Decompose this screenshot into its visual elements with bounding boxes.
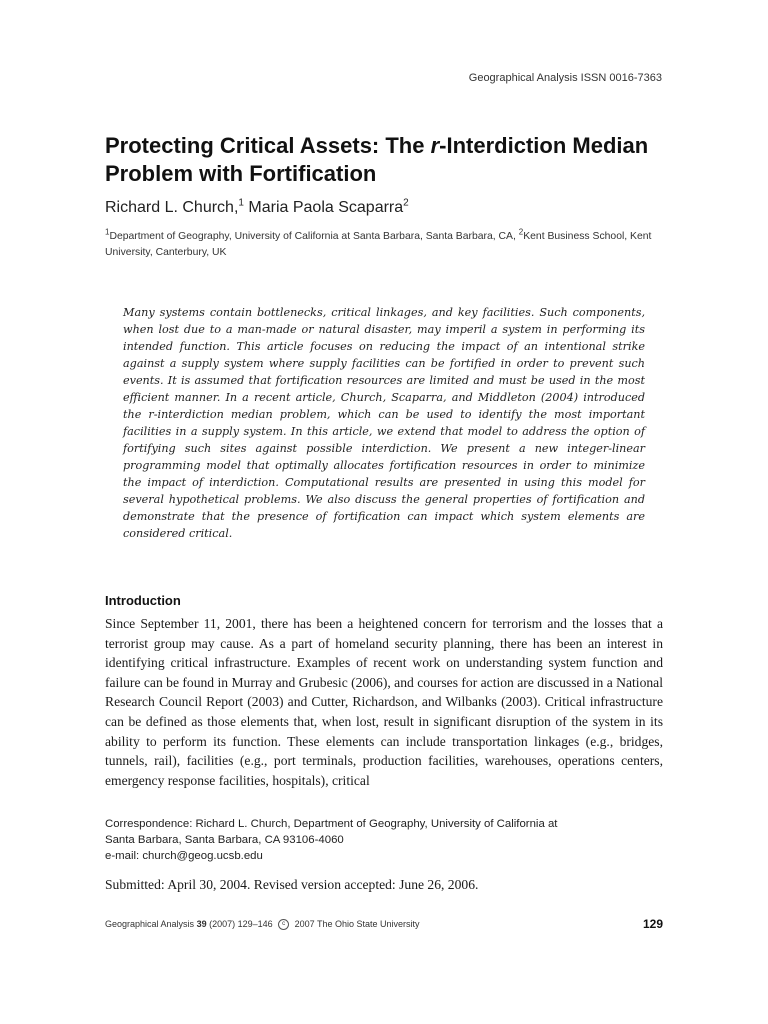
author-1: Richard L. Church, (105, 199, 239, 216)
title-part1: Protecting Critical Assets: The (105, 133, 431, 158)
affiliations (105, 229, 665, 261)
affiliation-1-mark: 1 (105, 227, 110, 237)
footer-journal: Geographical Analysis (105, 919, 197, 929)
affiliation-2-mark: 2 (518, 227, 524, 237)
affiliation-1: Department of Geography, University of California at Santa Barbara, Santa Barbara, CA, (109, 231, 519, 242)
author-2-affiliation-mark: 2 (403, 197, 409, 209)
affiliation-2: Kent Business School, Kent University, Canterbury, UK (105, 231, 652, 258)
page-footer (105, 919, 663, 930)
author-list (105, 199, 409, 217)
running-head: Geographical Analysis ISSN 0016-7363 (468, 72, 662, 84)
article-title (105, 132, 685, 188)
title-italic-r: r (430, 133, 440, 158)
footer-citation (105, 919, 420, 929)
author-2: Maria Paola Scaparra (243, 199, 404, 216)
submission-dates: Submitted: April 30, 2004. Revised version accepted: June 26, 2006. (105, 877, 479, 892)
section-heading-introduction: Introduction (105, 593, 181, 608)
abstract: Many systems contain bottlenecks, critical linkages, and key facilities. Such components, when lost due to a man-made or natural disaster, may imperil a system in performing its intended function. This article focuses on reducing the impact of an intentional strike against a supply system where supply facilities can be fortified in order to prevent such events. It is assumed that fortification resources are limited and must be used in the most efficient manner. In a recent article, Church, Scaparra, and Middleton (2004) introduced the r-interdiction median problem, which can be used to identify the most important facilities in a supply system. In this article, we extend that model to address the option of fortifying such sites against possible interdiction. We present a new integer-linear programming model that optimally allocates fortification resources in order to minimize the impact of interdiction. Computational results are presented in using this model for several hypothetical problems. We also discuss the general properties of fortification and demonstrate that the presence of fortification can impact which system elements are considered critical. (123, 306, 645, 540)
page-number: 129 (642, 917, 663, 931)
correspondence-line-2: Santa Barbara, Santa Barbara, CA 93106-4060 (105, 834, 344, 846)
introduction-paragraph: Since September 11, 2001, there has been a heightened concern for terrorism and the losses that a terrorist group may cause. As a part of homeland security planning, there has been an interest in identifying critical infrastructure. Examples of recent work on understanding system function and failure can be found in Murray and Grubesic (2006), and courses for action are discussed in a National Research Council Report (2003) and Cutter, Richardson, and Wilbanks (2003). Critical infrastructure can be defined as those elements that, when lost, result in significant disruption of the system in its ability to perform its function. These elements can include transportation linkages (e.g., bridges, tunnels, rail), facilities (e.g., port terminals, production facilities, warehouses, operations centers, emergency response facilities, hospitals), critical (105, 616, 663, 788)
title-part2: -Interdiction Median Problem with Fortification (105, 133, 649, 186)
correspondence-email: e-mail: church@geog.ucsb.edu (105, 850, 263, 862)
correspondence-line-1: Correspondence: Richard L. Church, Department of Geography, University of California at (105, 818, 558, 830)
author-1-affiliation-mark: 1 (238, 197, 244, 209)
correspondence-block (105, 816, 665, 864)
footer-publisher: 2007 The Ohio State University (292, 919, 420, 929)
footer-volume: 39 (196, 919, 207, 929)
copyright-icon: c (278, 919, 289, 930)
footer-issue-info: (2007) 129–146 (206, 919, 276, 929)
